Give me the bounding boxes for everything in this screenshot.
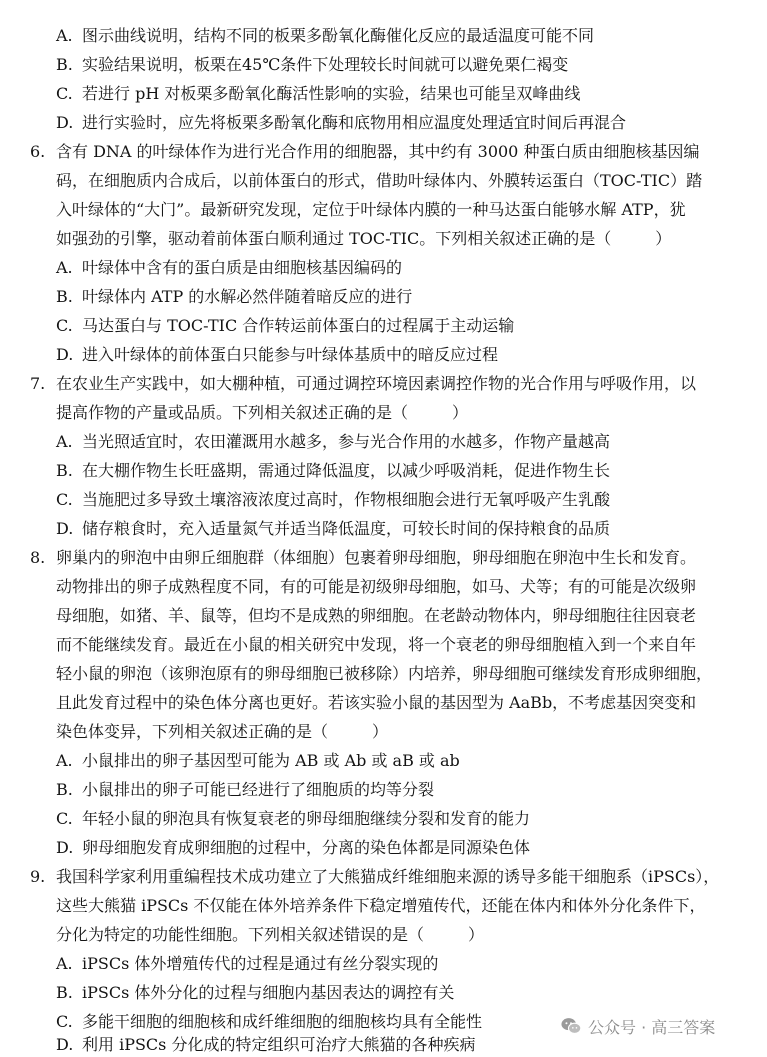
answer-paren-open: （ [595,229,612,248]
option-text: 进行实验时，应先将板栗多酚氧化酶和底物用相应温度处理适宜时间后再混合 [82,113,627,132]
option-letter: D. [56,1035,74,1054]
q6-option-b [0,287,767,307]
q8-option-b [0,780,767,800]
q5-option-a [0,26,767,46]
q5-option-d [0,113,767,133]
option-letter: C. [56,1012,73,1031]
q8-stem-line-4: 而不能继续发育。最近在小鼠的相关研究中发现，将一个衰老的卵母细胞植入到一个来自年 [56,635,697,654]
q7-stem-line-2 [0,403,767,423]
option-text: 储存粮食时，充入适量氮气并适当降低温度，可较长时间的保持粮食的品质 [82,519,611,538]
question-number: 7. [30,374,46,393]
q8-option-a [0,751,767,771]
q9-stem-line-3 [0,925,767,945]
option-text: 在大棚作物生长旺盛期，需通过降低温度，以减少呼吸消耗，促进作物生长 [82,461,611,480]
q9-option-d [0,1035,767,1055]
option-text: 当施肥过多导致土壤溶液浓度过高时，作物根细胞会进行无氧呼吸产生乳酸 [82,490,611,509]
option-letter: A. [56,954,73,973]
option-text: 多能干细胞的细胞核和成纤维细胞的细胞核均具有全能性 [82,1012,483,1031]
answer-paren-open: （ [408,925,425,944]
option-text: 马达蛋白与 TOC-TIC 合作转运前体蛋白的过程属于主动运输 [82,316,515,335]
q8-stem-line-6: 且此发育过程中的染色体分离也更好。若该实验小鼠的基因型为 AaBb，不考虑基因突变和 [56,693,697,712]
option-letter: A. [56,751,73,770]
answer-paren-open: （ [392,403,409,422]
q8-stem-line-3: 母细胞，如猪、羊、鼠等，但均不是成熟的卵细胞。在老龄动物体内，卵母细胞往往因衰老 [56,606,697,625]
option-text: 图示曲线说明，结构不同的板栗多酚氧化酶催化反应的最适温度可能不同 [82,26,595,45]
watermark-text: 公众号 · 高三答案 [588,1017,716,1037]
q7-option-b [0,461,767,481]
q9-option-a [0,954,767,974]
q6-stem-line-2: 码，在细胞质内合成后，以前体蛋白的形式，借助叶绿体内、外膜转运蛋白（TOC-TIC）踏 [56,171,703,190]
q6-option-d [0,345,767,365]
option-letter: D. [56,838,74,857]
q9-stem-line-1 [0,867,767,887]
stem-text: 含有 DNA 的叶绿体作为进行光合作用的细胞器，其中约有 3000 种蛋白质由细胞核基因编 [56,142,700,161]
stem-text: 分化为特定的功能性细胞。下列相关叙述错误的是 [56,925,409,944]
q7-stem-line-1 [0,374,767,394]
option-letter: D. [56,345,74,364]
answer-paren-close: ） [468,925,485,944]
answer-paren-close: ） [452,403,469,422]
q8-stem-line-1 [0,548,767,568]
q6-stem-line-1 [0,142,767,162]
option-letter: B. [56,780,73,799]
option-letter: A. [56,258,73,277]
q5-option-b [0,55,767,75]
q8-option-c [0,809,767,829]
option-text: 若进行 pH 对板栗多酚氧化酶活性影响的实验，结果也可能呈双峰曲线 [82,84,581,103]
q7-option-a [0,432,767,452]
q7-option-d [0,519,767,539]
q6-option-a [0,258,767,278]
stem-text: 在农业生产实践中，如大棚种植，可通过调控环境因素调控作物的光合作用与呼吸作用，以 [56,374,697,393]
option-text: 叶绿体中含有的蛋白质是由细胞核基因编码的 [82,258,403,277]
option-letter: B. [56,287,73,306]
q8-stem-line-5: 轻小鼠的卵泡（该卵泡原有的卵母细胞已被移除）内培养，卵母细胞可继续发育形成卵细胞， [56,664,713,683]
option-text: 卵母细胞发育成卵细胞的过程中，分离的染色体都是同源染色体 [82,838,531,857]
option-text: 小鼠排出的卵子基因型可能为 AB 或 Ab 或 aB 或 ab [82,751,460,770]
answer-paren-close: ） [655,229,672,248]
q8-stem-line-7 [0,722,767,742]
stem-text: 卵巢内的卵泡中由卵丘细胞群（体细胞）包裹着卵母细胞，卵母细胞在卵泡中生长和发育。 [56,548,697,567]
stem-text: 我国科学家利用重编程技术成功建立了大熊猫成纤维细胞来源的诱导多能干细胞系（iPSCs）， [56,867,720,886]
option-text: 年轻小鼠的卵泡具有恢复衰老的卵母细胞继续分裂和发育的能力 [82,809,531,828]
option-letter: D. [56,519,74,538]
option-text: 进入叶绿体的前体蛋白只能参与叶绿体基质中的暗反应过程 [82,345,499,364]
q6-stem-line-4 [0,229,767,249]
q7-option-c [0,490,767,510]
option-letter: A. [56,26,73,45]
option-text: 叶绿体内 ATP 的水解必然伴随着暗反应的进行 [82,287,413,306]
option-letter: C. [56,809,73,828]
q8-option-d [0,838,767,858]
option-letter: B. [56,55,73,74]
option-letter: C. [56,490,73,509]
stem-text: 如强劲的引擎，驱动着前体蛋白顺利通过 TOC-TIC。下列相关叙述正确的是 [56,229,596,248]
option-letter: C. [56,316,73,335]
watermark [560,1015,715,1037]
option-text: 利用 iPSCs 分化成的特定组织可治疗大熊猫的各种疾病 [82,1035,476,1054]
q5-option-c [0,84,767,104]
option-letter: D. [56,113,74,132]
question-number: 9. [30,867,46,886]
option-text: 当光照适宜时，农田灌溉用水越多，参与光合作用的水越多，作物产量越高 [82,432,611,451]
question-number: 6. [30,142,46,161]
stem-text: 染色体变异，下列相关叙述正确的是 [56,722,313,741]
option-text: 小鼠排出的卵子可能已经进行了细胞质的均等分裂 [82,780,435,799]
q6-stem-line-3: 入叶绿体的“大门”。最新研究发现，定位于叶绿体内膜的一种马达蛋白能够水解 ATP，犹 [56,200,686,219]
option-text: 实验结果说明，板栗在45℃条件下处理较长时间就可以避免栗仁褐变 [82,55,569,74]
wechat-icon [560,1016,582,1036]
option-letter: A. [56,432,73,451]
q9-stem-line-2: 这些大熊猫 iPSCs 不仅能在体外培养条件下稳定增殖传代，还能在体内和体外分化条件下， [56,896,706,915]
question-number: 8. [30,548,46,567]
q9-option-b [0,983,767,1003]
option-letter: B. [56,461,73,480]
answer-paren-open: （ [312,722,329,741]
q8-stem-line-2: 动物排出的卵子成熟程度不同，有的可能是初级卵母细胞，如马、犬等；有的可能是次级卵 [56,577,697,596]
option-text: iPSCs 体外分化的过程与细胞内基因表达的调控有关 [82,983,455,1002]
q6-option-c [0,316,767,336]
option-letter: B. [56,983,73,1002]
option-text: iPSCs 体外增殖传代的过程是通过有丝分裂实现的 [82,954,439,973]
stem-text: 提高作物的产量或品质。下列相关叙述正确的是 [56,403,393,422]
option-letter: C. [56,84,73,103]
answer-paren-close: ） [372,722,389,741]
